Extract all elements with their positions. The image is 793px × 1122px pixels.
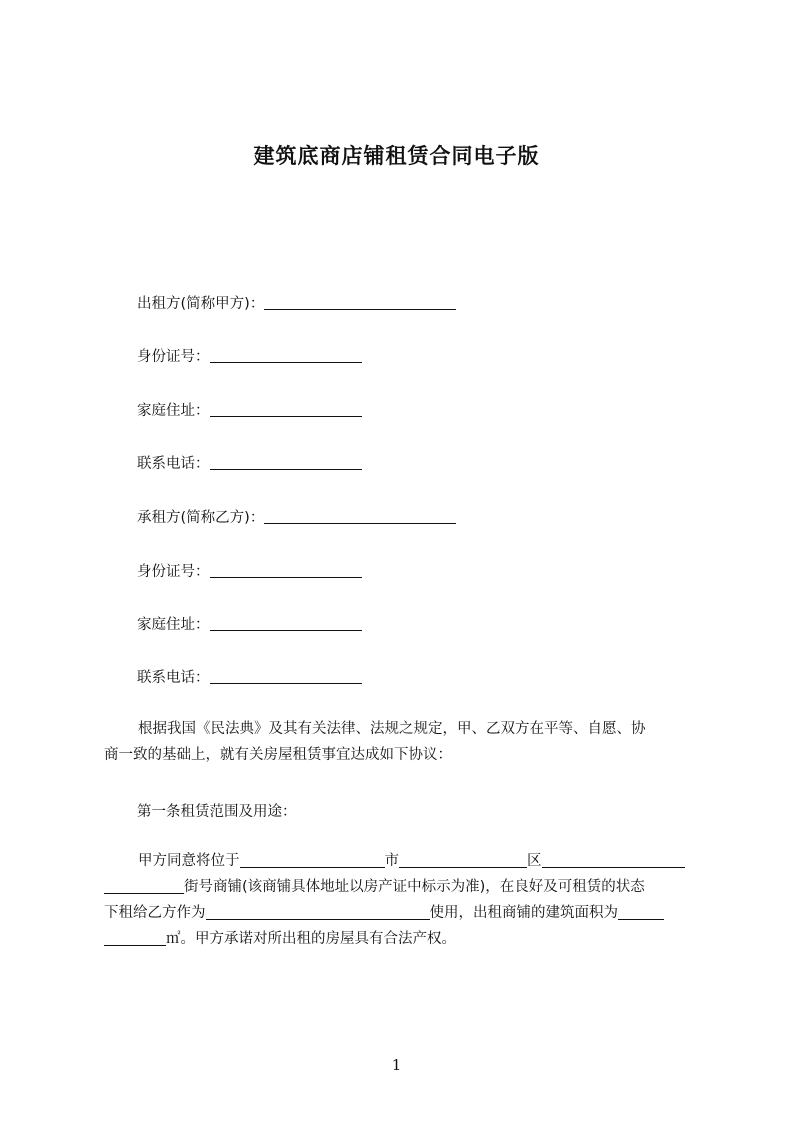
lessor-name-field <box>137 292 456 313</box>
lessee-id-field <box>137 560 362 581</box>
usage-blank[interactable] <box>206 905 430 920</box>
lessor-id-blank[interactable] <box>210 348 362 363</box>
document-title: 建筑底商店铺租赁合同电子版 <box>253 144 540 168</box>
lessee-address-field <box>137 613 362 634</box>
article-line <box>104 926 700 952</box>
article-text: 下租给乙方作为 <box>104 905 206 921</box>
street-blank[interactable] <box>542 853 685 868</box>
article-text: 使用，出租商铺的建筑面积为 <box>429 905 618 921</box>
lessee-id-label: 身份证号： <box>137 564 210 580</box>
article-paragraph <box>104 848 700 952</box>
district-blank[interactable] <box>399 853 527 868</box>
city-blank[interactable] <box>240 853 385 868</box>
lessee-name-blank[interactable] <box>264 509 456 524</box>
article-heading: 第一条租赁范围及用途： <box>137 804 297 820</box>
area-blank[interactable] <box>618 905 664 920</box>
lessee-phone-field <box>137 666 362 687</box>
lessor-address-blank[interactable] <box>210 402 362 417</box>
lessor-address-label: 家庭住址： <box>137 403 210 419</box>
article-text: ㎡。甲方承诺对所出租的房屋具有合法产权。 <box>166 931 456 947</box>
preamble-line: 商一致的基础上，就有关房屋租赁事宜达成如下协议： <box>104 747 452 763</box>
area-blank-cont[interactable] <box>104 931 166 946</box>
page-number: 1 <box>391 1056 402 1074</box>
lessor-id-field <box>137 345 362 366</box>
article-text: 市 <box>384 853 399 869</box>
lessor-name-label: 出租方(简称甲方)： <box>137 296 265 312</box>
preamble-paragraph <box>104 716 700 768</box>
preamble-line: 根据我国《民法典》及其有关法律、法规之规定，甲、乙双方在平等、自愿、协 <box>138 721 646 737</box>
street-blank-cont[interactable] <box>104 879 184 894</box>
lessor-id-label: 身份证号： <box>137 349 210 365</box>
lessor-phone-label: 联系电话： <box>137 456 210 472</box>
lessor-phone-field <box>137 452 362 473</box>
lessor-address-field <box>137 399 362 420</box>
article-text: 甲方同意将位于 <box>138 853 240 869</box>
lessee-address-blank[interactable] <box>210 616 362 631</box>
article-line <box>104 900 700 926</box>
lessee-phone-label: 联系电话： <box>137 670 210 686</box>
lessee-address-label: 家庭住址： <box>137 617 210 633</box>
lessee-name-field <box>137 506 456 527</box>
lessee-phone-blank[interactable] <box>210 669 362 684</box>
article-text: 区 <box>527 853 542 869</box>
article-line <box>104 848 700 874</box>
lessor-phone-blank[interactable] <box>210 455 362 470</box>
lessee-id-blank[interactable] <box>210 563 362 578</box>
lessee-name-label: 承租方(简称乙方)： <box>137 510 265 526</box>
article-text: 街号商铺(该商铺具体地址以房产证中标示为准)，在良好及可租赁的状态 <box>184 879 645 895</box>
article-line <box>104 874 700 900</box>
lessor-name-blank[interactable] <box>264 295 456 310</box>
